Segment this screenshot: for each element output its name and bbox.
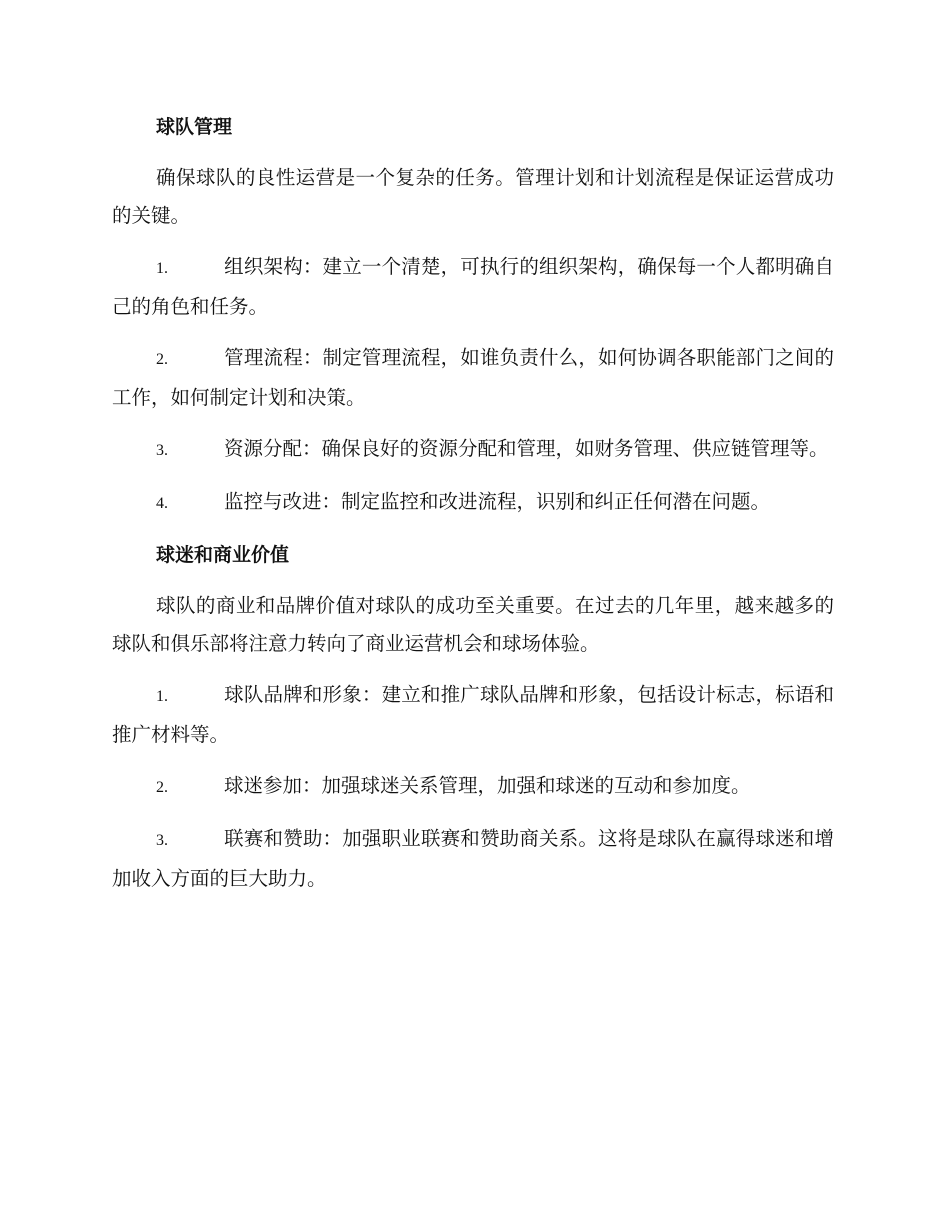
section-team-management bbox=[112, 108, 834, 523]
document-page bbox=[112, 108, 834, 911]
section-heading: 球迷和商业价值 bbox=[156, 544, 290, 566]
list-item-number: 3. bbox=[156, 832, 168, 849]
list-item-text: 联赛和赞助：加强职业联赛和赞助商关系。这将是球队在赢得球迷和增加收入方面的巨大助力。 bbox=[112, 827, 834, 890]
section-intro: 球队的商业和品牌价值对球队的成功至关重要。在过去的几年里，越来越多的球队和俱乐部将注意力转向了商业运营机会和球场体验。 bbox=[112, 594, 834, 655]
section-intro: 确保球队的良性运营是一个复杂的任务。管理计划和计划流程是保证运营成功的关键。 bbox=[112, 166, 834, 227]
list-item-number: 3. bbox=[156, 442, 168, 459]
list-item-number: 2. bbox=[156, 351, 168, 368]
list-item-number: 4. bbox=[156, 495, 168, 512]
list-item bbox=[112, 248, 834, 326]
list-item bbox=[112, 339, 834, 417]
section-heading: 球队管理 bbox=[156, 116, 233, 138]
list-item-number: 1. bbox=[156, 688, 168, 705]
list-item-text: 管理流程：制定管理流程，如谁负责什么，如何协调各职能部门之间的工作，如何制定计划和决策。 bbox=[112, 346, 834, 409]
list-item-text: 球迷参加：加强球迷关系管理，加强和球迷的互动和参加度。 bbox=[224, 774, 751, 797]
list-item-text: 资源分配：确保良好的资源分配和管理，如财务管理、供应链管理等。 bbox=[224, 437, 829, 460]
list-item bbox=[112, 430, 834, 470]
section-fans-commercial-value bbox=[112, 536, 834, 898]
list-item-text: 组织架构：建立一个清楚，可执行的组织架构，确保每一个人都明确自己的角色和任务。 bbox=[112, 255, 834, 318]
list-item-text: 监控与改进：制定监控和改进流程，识别和纠正任何潜在问题。 bbox=[224, 490, 771, 513]
list-item bbox=[112, 767, 834, 807]
list-item bbox=[112, 820, 834, 898]
list-item-number: 2. bbox=[156, 779, 168, 796]
list-item-number: 1. bbox=[156, 260, 168, 277]
list-item-text: 球队品牌和形象：建立和推广球队品牌和形象，包括设计标志，标语和推广材料等。 bbox=[112, 683, 834, 746]
list-item bbox=[112, 483, 834, 523]
list-item bbox=[112, 676, 834, 754]
